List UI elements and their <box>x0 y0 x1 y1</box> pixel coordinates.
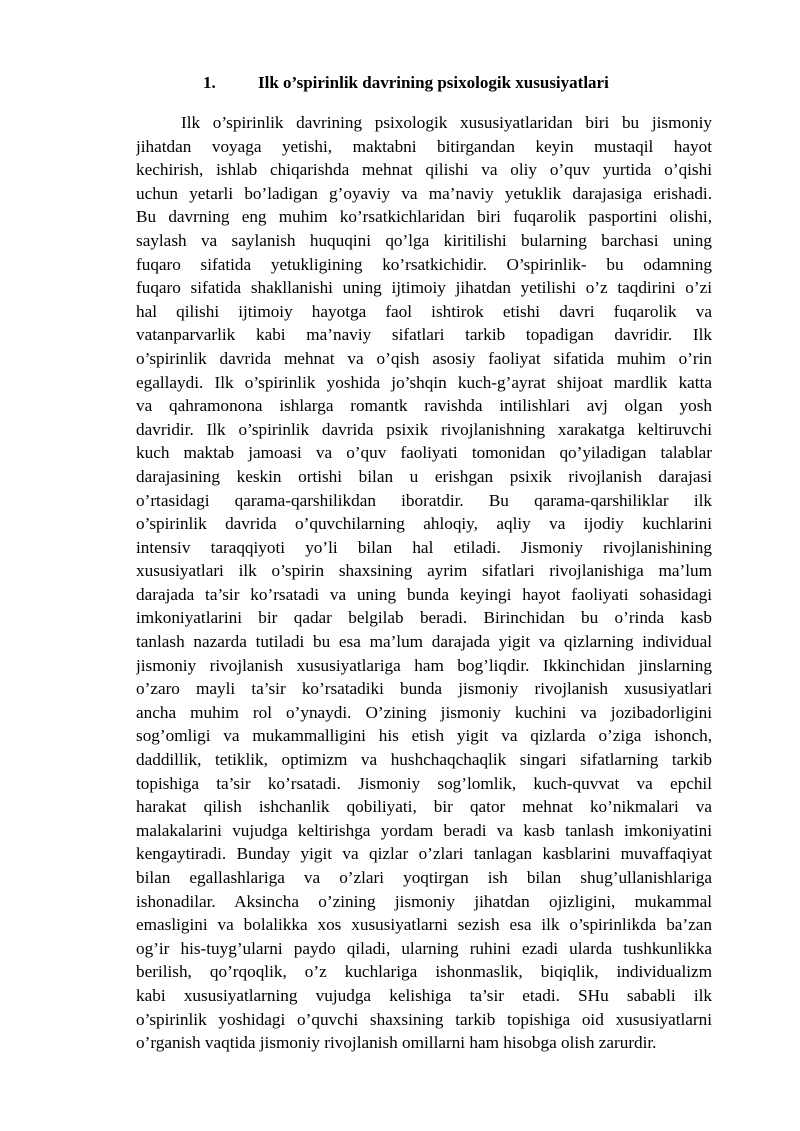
text-line: jismoniy rivojlanish xususiyatlariga ham bog’liqdir. Ikkinchidan jinslarning <box>136 655 712 675</box>
text-line: darajada ta’sir ko’rsatadi va uning bunda keyingi hayot faoliyati sohasidagi <box>136 584 712 604</box>
text-line: hal qilishi ijtimoiy hayotga faol ishtirok etishi davri fuqarolik va <box>136 301 712 321</box>
text-line: berilish, qo’rqoqlik, o’z kuchlariga ishonmaslik, biqiqlik, individualizm <box>136 962 712 982</box>
text-line: og’ir his-tuyg’ularni paydo qiladi, ularning ruhini ezadi ularda tushkunlikka <box>136 938 712 958</box>
section-number: 1. <box>203 73 216 92</box>
text-line: topishiga ta’sir ko’rsatadi. Jismoniy sog’lomlik, kuch-quvvat va epchil <box>136 773 712 793</box>
text-line: Bu davrning eng muhim ko’rsatkichlaridan biri fuqarolik pasportini olishi, <box>136 207 712 227</box>
text-line: davridir. Ilk o’spirinlik davrida psixik rivojlanishning xarakatga keltiruvchi <box>136 419 712 439</box>
text-line: o’rtasidagi qarama-qarshilikdan iboratdir. Bu qarama-qarshiliklar ilk <box>136 490 712 510</box>
text-line: intensiv taraqqiyoti yo’li bilan hal etiladi. Jismoniy rivojlanishining <box>136 537 712 557</box>
section-heading <box>136 73 712 101</box>
text-line: jihatdan voyaga yetishi, maktabni bitirgandan keyin mustaqil hayot <box>136 136 712 156</box>
text-line: o’spirinlik yoshidagi o’quvchi shaxsining tarkib topishiga oid xususiyatlarni <box>136 1009 712 1029</box>
text-line: o’spirinlik davrida mehnat va o’qish asosiy faoliyat sifatida muhim o’rin <box>136 348 712 368</box>
paragraph-body <box>136 111 712 1055</box>
text-line: fuqaro sifatida shakllanishi uning ijtimoiy jihatdan yetilishi o’z taqdirini o’zi <box>136 278 712 298</box>
text-line: va qahramonona ishlarga romantk ravishda intilishlari avj olgan yosh <box>136 396 712 416</box>
text-line: uchun yetarli bo’ladigan g’oyaviy va ma’naviy yetuklik darajasiga erishadi. <box>136 183 712 203</box>
text-line: imkoniyatlarini bir qadar belgilab beradi. Birinchidan bu o’rinda kasb <box>136 608 712 628</box>
text-line: egallaydi. Ilk o’spirinlik yoshida jo’shqin kuch-g’ayrat shijoat mardlik katta <box>136 372 712 392</box>
text-line: kengaytiradi. Bunday yigit va qizlar o’zlari tanlagan kasblarini muvaffaqiyat <box>136 844 712 864</box>
section-title: Ilk o’spirinlik davrining psixologik xususiyatlari <box>258 73 609 92</box>
text-line: emasligini va bolalikka xos xususiyatlarni sezish esa ilk o’spirinlikda ba’zan <box>136 915 712 935</box>
text-line: ishonadilar. Aksincha o’zining jismoniy jihatdan ojizligini, mukammal <box>136 891 712 911</box>
text-line: ancha muhim rol o’ynaydi. O’zining jismoniy kuchini va jozibadorligini <box>136 702 712 722</box>
text-line: o’rganish vaqtida jismoniy rivojlanish omillarni ham hisobga olish zarurdir. <box>136 1033 657 1053</box>
text-line: tanlash nazarda tutiladi bu esa ma’lum darajada yigit va qizlarning individual <box>136 632 712 652</box>
text-line: vatanparvarlik kabi ma’naviy sifatlari tarkib topadigan davridir. Ilk <box>136 325 712 345</box>
text-line: bilan egallashlariga va o’zlari yoqtirgan ish bilan shug’ullanishlariga <box>136 868 712 887</box>
text-line: daddillik, tetiklik, optimizm va hushchaqchaqlik singari sifatlarning tarkib <box>136 750 712 770</box>
text-line: xususiyatlari ilk o’spirin shaxsining ayrim sifatlari rivojlanishiga ma’lum <box>136 561 712 581</box>
text-line: harakat qilish ishchanlik qobiliyati, bir qator mehnat ko’nikmalari va <box>136 797 712 817</box>
text-line: malakalarini vujudga keltirishga yordam beradi va kasb tanlash imkoniyatini <box>136 820 712 840</box>
text-line: kabi xususiyatlarning vujudga kelishiga ta’sir etadi. SHu sababli ilk <box>136 985 712 1005</box>
text-line: darajasining keskin ortishi bilan u erishgan psixik rivojlanish darajasi <box>136 466 712 486</box>
text-line: kuch maktab jamoasi va o’quv faoliyati tomonidan qo’yiladigan talablar <box>136 443 712 463</box>
text-line: fuqaro sifatida yetukligining ko’rsatkichidir. O’spirinlik- bu odamning <box>136 254 712 274</box>
text-line: o’zaro mayli ta’sir ko’rsatadiki bunda jismoniy rivojlanish xususiyatlari <box>136 679 712 699</box>
text-line: o’spirinlik davrida o’quvchilarning ahloqiy, aqliy va ijodiy kuchlarini <box>136 514 712 534</box>
text-line: kechirish, ishlab chiqarishda mehnat qilishi va oliy o’quv yurtida o’qishi <box>136 160 712 180</box>
text-line: saylash va saylanish huquqini qo’lga kiritilishi bularning barchasi uning <box>136 230 712 250</box>
text-line: sog’omligi va mukammalligini his etish yigit va qizlarda o’ziga ishonch, <box>136 726 712 746</box>
text-line: Ilk o’spirinlik davrining psixologik xususiyatlaridan biri bu jismoniy <box>181 113 712 132</box>
